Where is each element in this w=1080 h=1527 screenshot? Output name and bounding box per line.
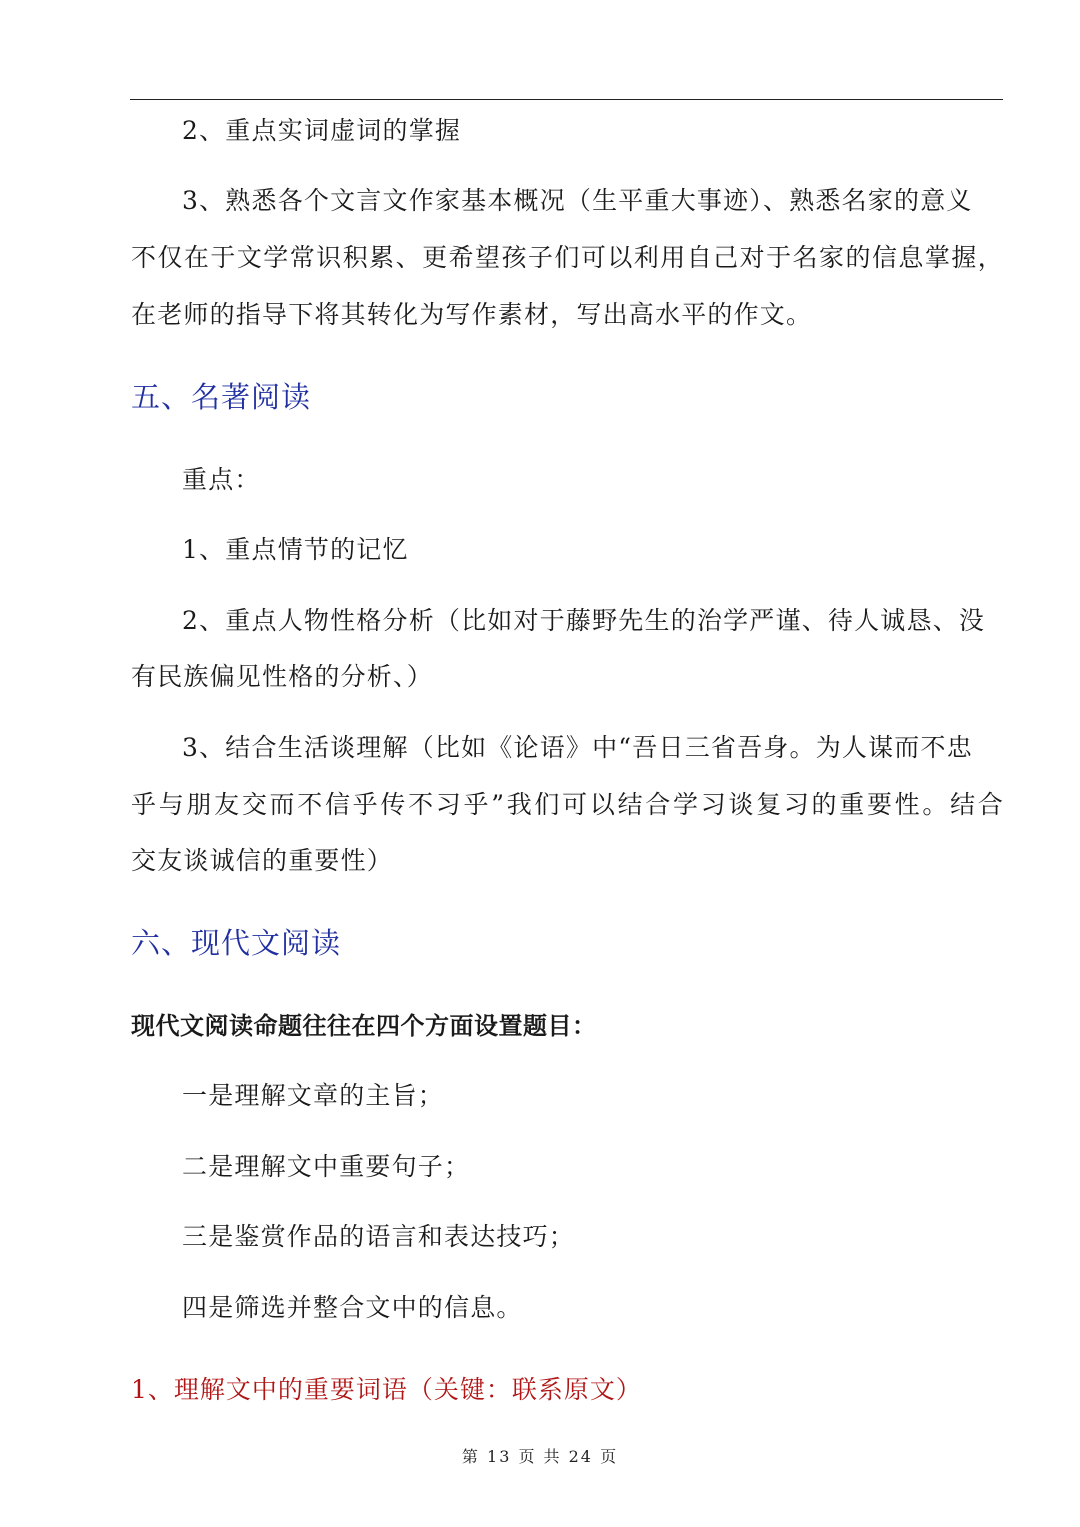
paragraph-authors-line-3: 在老师的指导下将其转化为写作素材，写出高水平的作文。 <box>131 300 813 329</box>
page-footer: 第 13 页 共 24 页 <box>461 1447 619 1466</box>
classics-item-3-line-3: 交友谈诚信的重要性） <box>131 846 394 875</box>
classics-item-2-line-1: 2、重点人物性格分析（比如对于藤野先生的治学严谨、待人诚恳、没 <box>182 606 986 635</box>
header-rule <box>130 99 1003 100</box>
classics-item-3-line-2: 乎与朋友交而不信乎传不习乎”我们可以结合学习谈复习的重要性。结合 <box>131 790 1004 819</box>
classics-item-2-line-2: 有民族偏见性格的分析、） <box>131 662 433 691</box>
paragraph-authors-line-2: 不仅在于文学常识积累、更希望孩子们可以利用自己对于名家的信息掌握， <box>131 243 1004 272</box>
paragraph-authors-line-1: 3、熟悉各个文言文作家基本概况（生平重大事迹）、熟悉名家的意义 <box>182 186 973 215</box>
modern-point-3: 三是鉴赏作品的语言和表达技巧； <box>182 1222 576 1251</box>
focus-label: 重点： <box>182 465 261 494</box>
modern-point-2: 二是理解文中重要句子； <box>182 1152 471 1181</box>
modern-reading-intro: 现代文阅读命题往往在四个方面设置题目： <box>131 1012 597 1040</box>
modern-point-4: 四是筛选并整合文中的信息。 <box>182 1293 523 1322</box>
paragraph-key-words: 2、重点实词虚词的掌握 <box>182 116 462 145</box>
section-heading-classics: 五、名著阅读 <box>131 380 312 414</box>
section-heading-modern-reading: 六、现代文阅读 <box>131 926 342 960</box>
classics-item-1: 1、重点情节的记忆 <box>182 535 409 564</box>
classics-item-3-line-1: 3、结合生活谈理解（比如《论语》中“吾日三省吾身。为人谋而不忠 <box>182 733 973 762</box>
subsection-heading-key-words: 1、理解文中的重要词语（关键：联系原文） <box>131 1375 642 1404</box>
modern-point-1: 一是理解文章的主旨； <box>182 1081 445 1110</box>
